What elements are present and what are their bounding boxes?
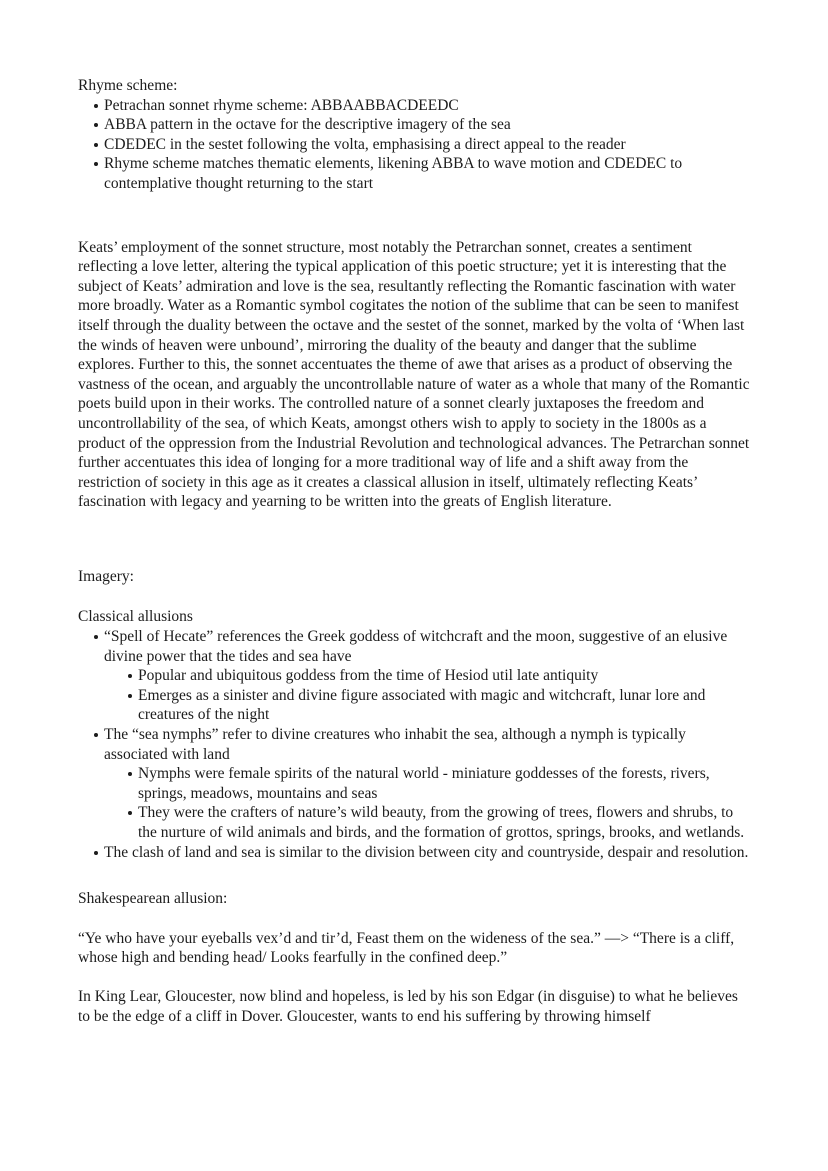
bullet-text: The clash of land and sea is similar to the division between city and countryside, despair and resolution.: [104, 843, 749, 861]
classical-allusions-list: [78, 627, 750, 862]
list-item: [78, 135, 750, 155]
bullet-text: Rhyme scheme matches thematic elements, likening ABBA to wave motion and CDEDEC to contemplative thought returning to the start: [104, 155, 683, 192]
rhyme-scheme-heading: Rhyme scheme:: [78, 77, 178, 94]
list-item: [78, 154, 750, 193]
bullet-text: The “sea nymphs” refer to divine creatures who inhabit the sea, although a nymph is typically associated with land: [104, 726, 686, 763]
list-item: [112, 686, 750, 725]
bullet-text: ABBA pattern in the octave for the descriptive imagery of the sea: [104, 116, 511, 134]
bullet-text: Petrachan sonnet rhyme scheme: ABBAABBACDEEDC: [104, 96, 459, 114]
bullet-text: Nymphs were female spirits of the natural world - miniature goddesses of the forests, rivers, springs, meadows, mountains and seas: [138, 765, 710, 802]
list-item: [78, 115, 750, 135]
classical-allusions-heading: Classical allusions: [78, 608, 193, 626]
king-lear-context-paragraph: In King Lear, Gloucester, now blind and hopeless, is led by his son Edgar (in disguise) to what he believes to be the edge of a cliff in Dover. Gloucester, wants to end his suffering by throwing himself: [78, 987, 738, 1025]
sub-list: [112, 764, 750, 842]
rhyme-scheme-list: [78, 96, 750, 194]
shakespearean-allusion-heading: Shakespearean allusion:: [78, 890, 228, 908]
list-item: [78, 627, 750, 725]
list-item: [112, 803, 750, 842]
list-item: [112, 764, 750, 803]
bullet-text: Emerges as a sinister and divine figure associated with magic and witchcraft, lunar lore and creatures of the night: [138, 686, 706, 724]
sonnet-analysis-paragraph: Keats’ employment of the sonnet structure, most notably the Petrarchan sonnet, creates a sentiment reflecting a love letter, altering the typical application of this poetic structure; yet it is interesting that the subject of Keats’ admiration and love is the sea, resultantly reflecting the Romantic fascination with water more broadly. Water as a Romantic symbol cogitates the notion of the sublime that can be seen to manifest itself through the duality between the octave and the sestet of the sonnet, marked by the volta of ‘When last the winds of heaven were unbound’, mirroring the duality of the beauty and danger that the sublime explores. Further to this, the sonnet accentuates the theme of awe that arises as a product of observing the vastness of the ocean, and arguably the uncontrollable nature of water as a whole that many of the Romantic poets build upon in their works. The controlled nature of a sonnet clearly juxtaposes the freedom and uncontrollability of the sea, of which Keats, amongst others wish to apply to society in the 1800s as a product of the oppression from the Industrial Revolution and technological advances. The Petrarchan sonnet further accentuates this idea of longing for a more traditional way of life and a shift away from the restriction of society in this age as it creates a classical allusion in itself, ultimately reflecting Keats’ fascination with legacy and yearning to be written into the greats of English literature.: [78, 238, 750, 511]
list-item: [78, 843, 750, 863]
bullet-text: “Spell of Hecate” references the Greek goddess of witchcraft and the moon, suggestive of an elusive divine power that the tides and sea have: [104, 628, 728, 665]
bullet-text: CDEDEC in the sestet following the volta, emphasising a direct appeal to the reader: [104, 135, 626, 153]
bullet-text: They were the crafters of nature’s wild beauty, from the growing of trees, flowers and shrubs, to the nurture of wild animals and birds, and the formation of grottos, springs, brooks, and wetlands.: [138, 804, 745, 841]
bullet-text: Popular and ubiquitous goddess from the time of Hesiod util late antiquity: [138, 667, 599, 685]
list-item: [112, 666, 750, 686]
list-item: [78, 96, 750, 116]
sub-list: [112, 666, 750, 725]
imagery-heading: Imagery:: [78, 567, 134, 585]
quote-comparison-paragraph: “Ye who have your eyeballs vex’d and tir’d, Feast them on the wideness of the sea.” —> “There is a cliff, whose high and bending head/ Looks fearfully in the confined deep.”: [78, 929, 735, 967]
list-item: [78, 725, 750, 843]
